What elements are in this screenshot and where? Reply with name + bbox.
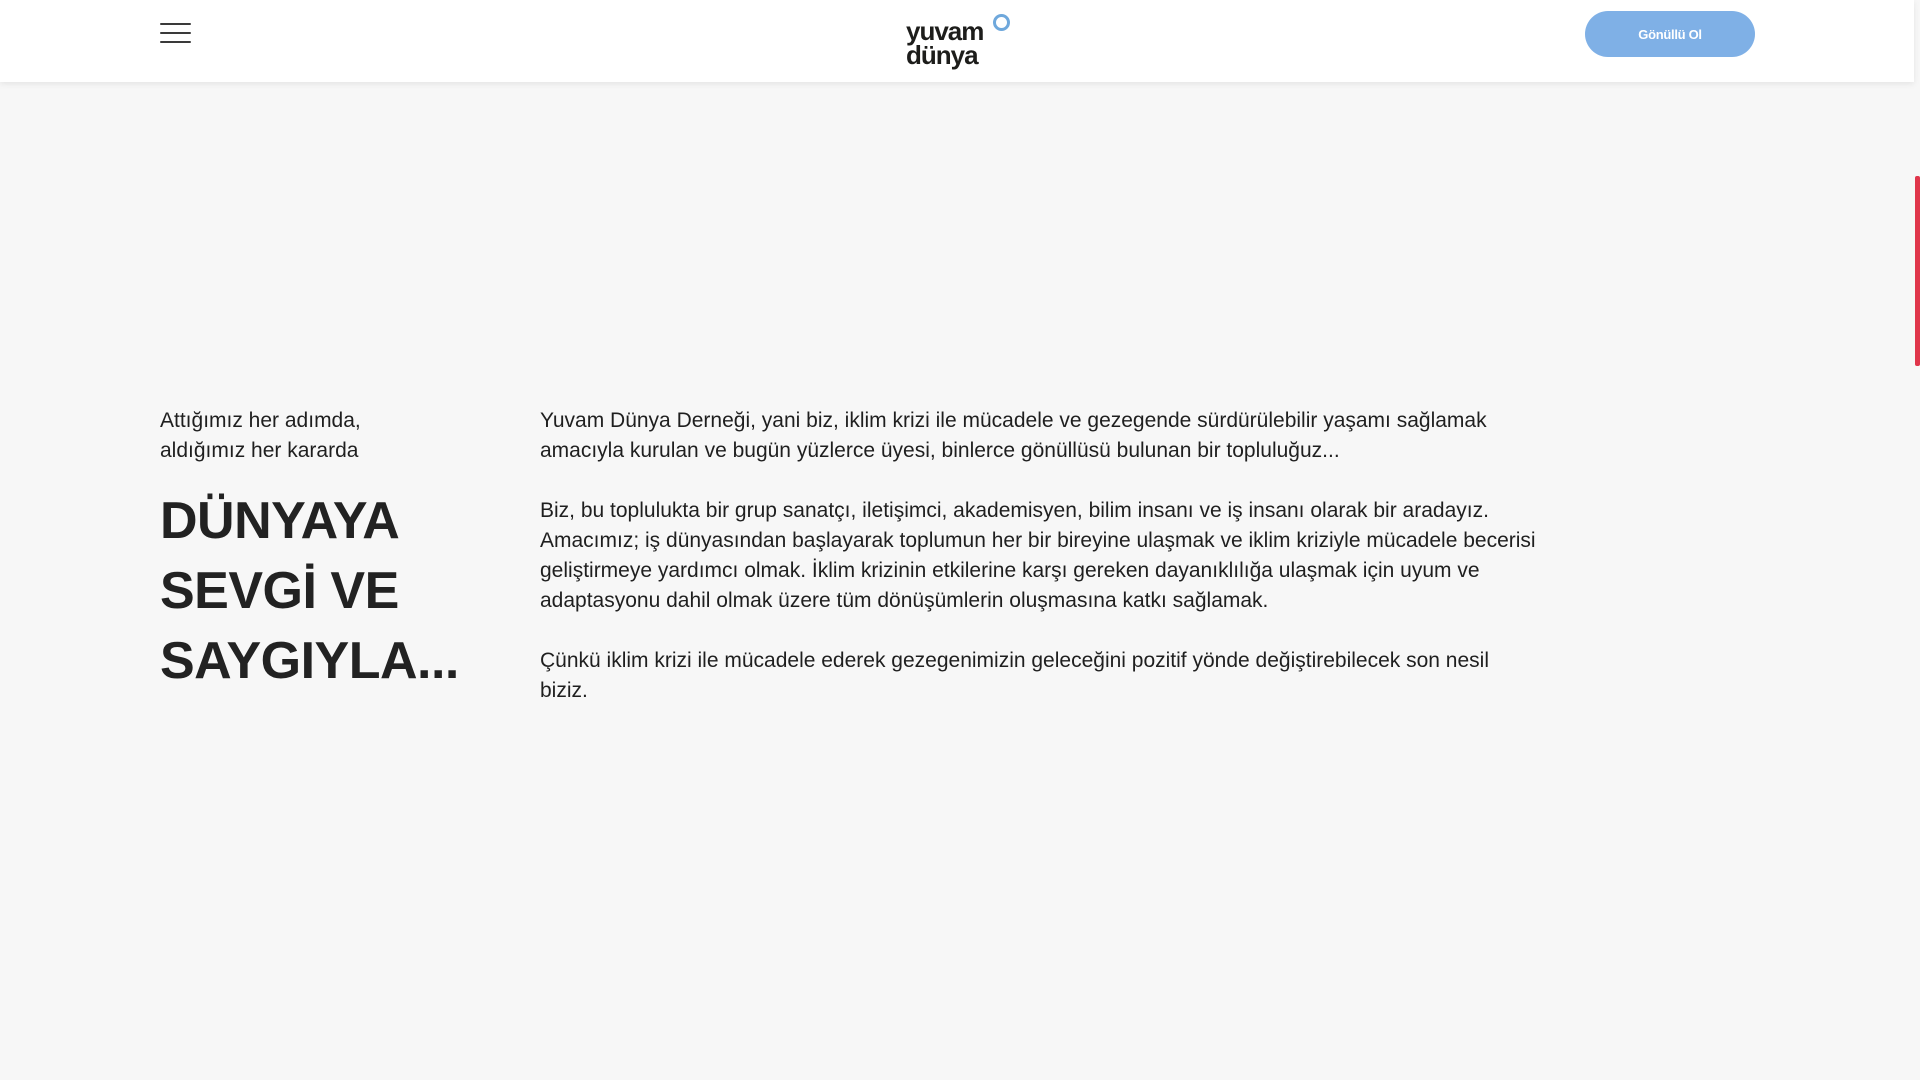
about-paragraph-3: Çünkü iklim krizi ile mücadele ederek gezegenimizin geleceğini pozitif yönde değiştirebilecek son nesil biziz. xyxy=(540,649,1489,702)
menu-line xyxy=(160,32,191,34)
logo-word-dunya: dünya xyxy=(906,40,978,70)
about-paragraph-1: Yuvam Dünya Derneği, yani biz, iklim krizi ile mücadele ve gezegende sürdürülebilir yaşamı sağlamak amacıyla kurulan ve bugün yüzlerce üyesi, binlerce gönüllüsü bulunan bir topluluğuz... xyxy=(540,409,1487,462)
about-paragraph-2: Biz, bu toplulukta bir grup sanatçı, iletişimci, akademisyen, bilim insanı ve iş insanı olarak bir aradayız. Amacımız; iş dünyasından başlayarak toplumun her bir bireyine ulaşmak ve iklim kriziyle mücadele becerisi geliştirmeye yardımcı olmak. İklim krizinin etkilerine karşı gereken dayanıklılığa ulaşmak için uyum ve adaptasyonu dahil olmak üzere tüm dönüşümlerin oluşmasına katkı sağlamak. xyxy=(540,499,1536,612)
scrollbar-track[interactable] xyxy=(1914,0,1920,1080)
site-logo[interactable] xyxy=(906,14,1016,72)
logo-word-yuvam: yuvam xyxy=(906,16,984,46)
hero-headline-line1: DÜNYAYA xyxy=(160,492,400,550)
hamburger-menu-icon[interactable] xyxy=(160,22,192,46)
scrollbar-thumb[interactable] xyxy=(1915,176,1920,366)
menu-line xyxy=(160,41,191,43)
about-text xyxy=(540,406,1540,736)
hero-subtitle-line1: Attığımız her adımda, xyxy=(160,409,361,432)
hero-headline xyxy=(160,486,520,696)
site-header xyxy=(0,0,1914,82)
logo-ring-icon xyxy=(993,14,1010,31)
hero-headline-line2: SEVGİ VE xyxy=(160,562,399,620)
hero-subtitle xyxy=(160,406,520,466)
hero-subtitle-line2: aldığımız her kararda xyxy=(160,439,359,462)
hero-intro xyxy=(160,406,520,696)
menu-line xyxy=(160,23,191,25)
hero-headline-line3: SAYGIYLA... xyxy=(160,632,459,690)
volunteer-button[interactable]: Gönüllü Ol xyxy=(1585,11,1755,57)
